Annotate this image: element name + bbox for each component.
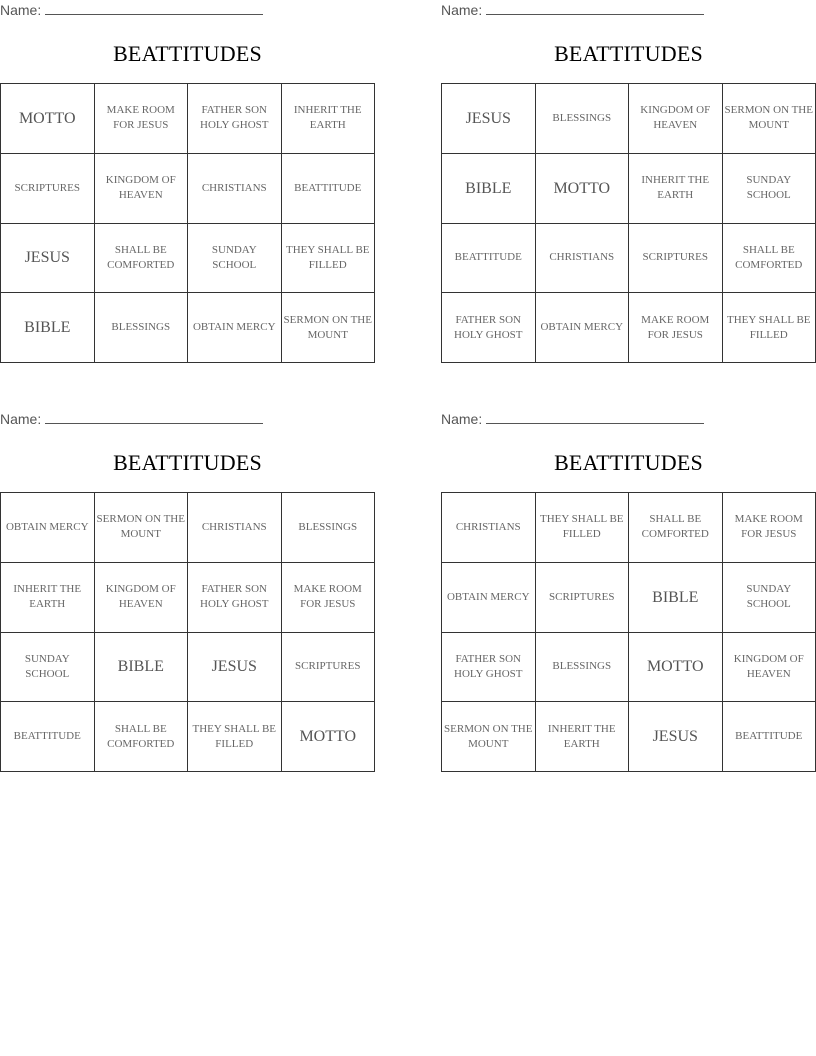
name-blank-line[interactable] — [486, 412, 704, 424]
bingo-cell[interactable]: BIBLE — [629, 563, 723, 633]
bingo-cell[interactable]: FATHER SON HOLY GHOST — [188, 84, 282, 154]
bingo-cell[interactable]: KINGDOM OF HEAVEN — [629, 84, 723, 154]
bingo-cell[interactable]: BLESSINGS — [536, 633, 630, 703]
name-blank-line[interactable] — [486, 3, 704, 15]
bingo-cell[interactable]: KINGDOM OF HEAVEN — [95, 563, 189, 633]
bingo-cell[interactable]: BLESSINGS — [282, 493, 376, 563]
bingo-cell[interactable]: BIBLE — [95, 633, 189, 703]
name-label: Name: — [441, 411, 483, 427]
bingo-cell[interactable]: KINGDOM OF HEAVEN — [95, 154, 189, 224]
bingo-cell[interactable]: BIBLE — [442, 154, 536, 224]
name-label: Name: — [0, 2, 42, 18]
bingo-cell[interactable]: FATHER SON HOLY GHOST — [188, 563, 282, 633]
name-label: Name: — [0, 411, 42, 427]
bingo-cell[interactable]: BEATTITUDE — [282, 154, 376, 224]
card-title: BEATTITUDES — [554, 450, 703, 475]
bingo-grid — [441, 492, 816, 772]
name-field[interactable] — [441, 2, 704, 20]
bingo-grid — [441, 83, 816, 363]
bingo-cell[interactable]: SHALL BE COMFORTED — [723, 224, 816, 294]
bingo-cell[interactable]: MAKE ROOM FOR JESUS — [723, 493, 816, 563]
bingo-cell[interactable]: INHERIT THE EARTH — [1, 563, 95, 633]
bingo-cell[interactable]: SUNDAY SCHOOL — [723, 563, 816, 633]
bingo-cell[interactable]: BEATTITUDE — [1, 702, 95, 772]
bingo-cell[interactable]: INHERIT THE EARTH — [282, 84, 376, 154]
bingo-cell[interactable]: INHERIT THE EARTH — [536, 702, 630, 772]
bingo-cell[interactable]: OBTAIN MERCY — [442, 563, 536, 633]
bingo-cell[interactable]: THEY SHALL BE FILLED — [282, 224, 376, 294]
name-blank-line[interactable] — [45, 412, 263, 424]
bingo-cell[interactable]: SCRIPTURES — [1, 154, 95, 224]
bingo-cell[interactable]: SUNDAY SCHOOL — [723, 154, 816, 224]
bingo-cell[interactable]: MAKE ROOM FOR JESUS — [629, 293, 723, 363]
bingo-cell[interactable]: SHALL BE COMFORTED — [95, 224, 189, 294]
name-blank-line[interactable] — [45, 3, 263, 15]
bingo-cell[interactable]: SERMON ON THE MOUNT — [282, 293, 376, 363]
bingo-grid — [0, 83, 375, 363]
bingo-cell[interactable]: SERMON ON THE MOUNT — [723, 84, 816, 154]
bingo-cell[interactable]: MOTTO — [536, 154, 630, 224]
bingo-cell[interactable]: SHALL BE COMFORTED — [95, 702, 189, 772]
card-title: BEATTITUDES — [113, 450, 262, 475]
bingo-cell[interactable]: BLESSINGS — [536, 84, 630, 154]
bingo-cell[interactable]: SUNDAY SCHOOL — [188, 224, 282, 294]
bingo-cell[interactable]: THEY SHALL BE FILLED — [188, 702, 282, 772]
bingo-cell[interactable]: FATHER SON HOLY GHOST — [442, 633, 536, 703]
bingo-cell[interactable]: SCRIPTURES — [536, 563, 630, 633]
bingo-cell[interactable]: CHRISTIANS — [536, 224, 630, 294]
bingo-cell[interactable]: JESUS — [629, 702, 723, 772]
bingo-cell[interactable]: KINGDOM OF HEAVEN — [723, 633, 816, 703]
bingo-cell[interactable]: SHALL BE COMFORTED — [629, 493, 723, 563]
bingo-cell[interactable]: SCRIPTURES — [282, 633, 376, 703]
bingo-cell[interactable]: SUNDAY SCHOOL — [1, 633, 95, 703]
bingo-cell[interactable]: SERMON ON THE MOUNT — [442, 702, 536, 772]
bingo-cell[interactable]: CHRISTIANS — [188, 154, 282, 224]
bingo-cell[interactable]: BLESSINGS — [95, 293, 189, 363]
card-title: BEATTITUDES — [113, 41, 262, 66]
bingo-cell[interactable]: OBTAIN MERCY — [188, 293, 282, 363]
bingo-cell[interactable]: MAKE ROOM FOR JESUS — [95, 84, 189, 154]
bingo-cell[interactable]: BIBLE — [1, 293, 95, 363]
bingo-cell[interactable]: MOTTO — [1, 84, 95, 154]
name-label: Name: — [441, 2, 483, 18]
card-title: BEATTITUDES — [554, 41, 703, 66]
name-field[interactable] — [0, 411, 263, 429]
bingo-cell[interactable]: MAKE ROOM FOR JESUS — [282, 563, 376, 633]
bingo-cell[interactable]: MOTTO — [629, 633, 723, 703]
bingo-cell[interactable]: BEATTITUDE — [442, 224, 536, 294]
bingo-cell[interactable]: OBTAIN MERCY — [536, 293, 630, 363]
bingo-cell[interactable]: CHRISTIANS — [188, 493, 282, 563]
name-field[interactable] — [441, 411, 704, 429]
bingo-cell[interactable]: JESUS — [442, 84, 536, 154]
bingo-cell[interactable]: JESUS — [1, 224, 95, 294]
bingo-cell[interactable]: CHRISTIANS — [442, 493, 536, 563]
bingo-cell[interactable]: MOTTO — [282, 702, 376, 772]
bingo-cell[interactable]: BEATTITUDE — [723, 702, 816, 772]
bingo-grid — [0, 492, 375, 772]
bingo-cell[interactable]: INHERIT THE EARTH — [629, 154, 723, 224]
bingo-cell[interactable]: FATHER SON HOLY GHOST — [442, 293, 536, 363]
bingo-cell[interactable]: THEY SHALL BE FILLED — [723, 293, 816, 363]
bingo-cell[interactable]: SERMON ON THE MOUNT — [95, 493, 189, 563]
bingo-cell[interactable]: OBTAIN MERCY — [1, 493, 95, 563]
bingo-cell[interactable]: THEY SHALL BE FILLED — [536, 493, 630, 563]
bingo-cell[interactable]: SCRIPTURES — [629, 224, 723, 294]
bingo-cell[interactable]: JESUS — [188, 633, 282, 703]
name-field[interactable] — [0, 2, 263, 20]
